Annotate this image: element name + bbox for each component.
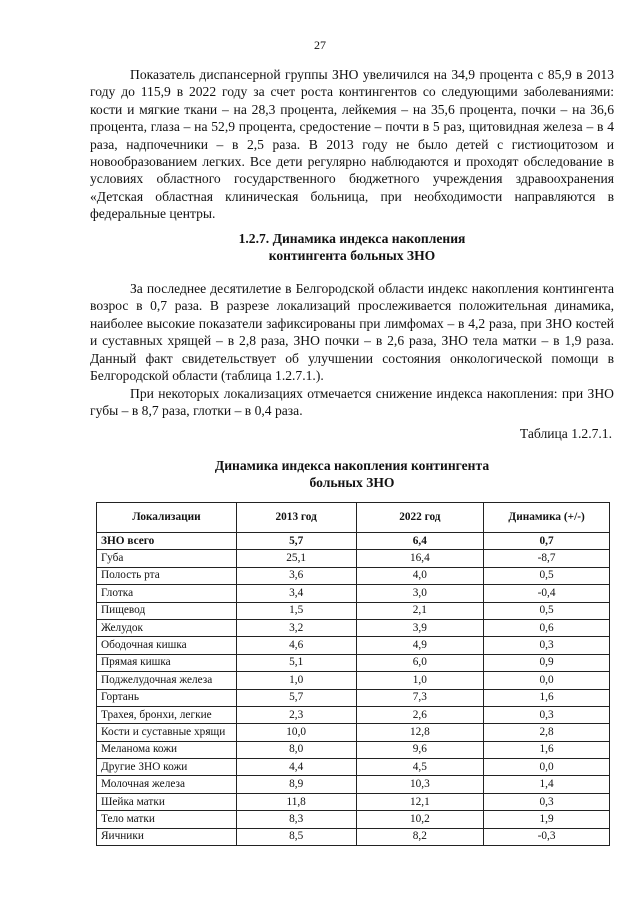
- cell-dynamics: -8,7: [484, 550, 610, 567]
- cell-dynamics: 0,3: [484, 706, 610, 723]
- table-row: [97, 759, 610, 776]
- cell-localization: ЗНО всего: [97, 533, 237, 550]
- table-row-total: [97, 533, 610, 550]
- cell-localization: Гортань: [97, 689, 237, 706]
- cell-2013: 10,0: [236, 724, 356, 741]
- cell-2013: 8,3: [236, 811, 356, 828]
- cell-2022: 16,4: [356, 550, 484, 567]
- paragraph-decrease: При некоторых локализациях отмечается снижение индекса накопления: при ЗНО губы – в 8,7 раза, глотки – в 0,4 раза.: [90, 386, 614, 419]
- paragraph-accumulation-index: За последнее десятилетие в Белгородской области индекс накопления контингента возрос в 0,7 раза. В разрезе локализаций прослеживается положительная динамика, наиболее высокие показатели зафиксированы при лимфомах – в 4,2 раза, при ЗНО костей и суставных хрящей – в 2,8 раза, ЗНО почки – в 2,6 раза, ЗНО тела матки – в 1,9 раза. Данный факт свидетельствует об улучшении состояния онкологической помощи в Белгородской области (таблица 1.2.7.1.).: [90, 281, 614, 384]
- cell-dynamics: -0,3: [484, 828, 610, 845]
- cell-dynamics: 1,4: [484, 776, 610, 793]
- cell-2022: 4,9: [356, 637, 484, 654]
- cell-2013: 3,2: [236, 619, 356, 636]
- cell-2013: 8,9: [236, 776, 356, 793]
- cell-2013: 3,4: [236, 585, 356, 602]
- table-row: [97, 793, 610, 810]
- cell-dynamics: 0,9: [484, 654, 610, 671]
- cell-2022: 8,2: [356, 828, 484, 845]
- table-row: [97, 776, 610, 793]
- table-row: [97, 672, 610, 689]
- table-title-line1: Динамика индекса накопления контингента: [214, 458, 490, 473]
- cell-2013: 11,8: [236, 793, 356, 810]
- table-row: [97, 585, 610, 602]
- cell-dynamics: 0,0: [484, 759, 610, 776]
- cell-dynamics: 0,0: [484, 672, 610, 689]
- table-label: Таблица 1.2.7.1.: [519, 426, 612, 441]
- cell-2013: 5,1: [236, 654, 356, 671]
- table-row: [97, 724, 610, 741]
- header-localization: Локализации: [97, 503, 237, 533]
- cell-2022: 9,6: [356, 741, 484, 758]
- cell-2013: 8,5: [236, 828, 356, 845]
- table-row: [97, 567, 610, 584]
- table-row: [97, 602, 610, 619]
- cell-localization: Тело матки: [97, 811, 237, 828]
- paragraph-dispensary-group: Показатель диспансерной группы ЗНО увеличился на 34,9 процента с 85,9 в 2013 году до 115,9 в 2022 году за счет роста контингентов со следующими заболеваниями: кости и мягкие ткани – на 28,3 процента, лейкемия – на 35,6 процента, почки – на 36,6 процента, глаза – на 52,9 процента, средостение – почти в 5 раз, щитовидная железа – в 4 раза, надпочечники – в 2,5 раза. В 2013 году не было детей с гистиоцитозом и новообразованием легких. Все дети регулярно наблюдаются и проходят обследование в условиях областного государственного бюджетного учреждения здравоохранения «Детская областная клиническая больница, при необходимости направляются в федеральные центры.: [90, 67, 614, 222]
- cell-dynamics: 1,6: [484, 689, 610, 706]
- table-title-line2: больных ЗНО: [309, 475, 395, 490]
- cell-2022: 3,9: [356, 619, 484, 636]
- cell-localization: Полость рта: [97, 567, 237, 584]
- cell-2022: 12,1: [356, 793, 484, 810]
- cell-2022: 3,0: [356, 585, 484, 602]
- section-heading: [90, 230, 614, 264]
- table-row: [97, 654, 610, 671]
- cell-2022: 6,4: [356, 533, 484, 550]
- page-number: 27: [314, 38, 326, 52]
- cell-localization: Ободочная кишка: [97, 637, 237, 654]
- cell-2013: 3,6: [236, 567, 356, 584]
- cell-2013: 4,4: [236, 759, 356, 776]
- table-row: [97, 828, 610, 845]
- header-dynamics: Динамика (+/-): [484, 503, 610, 533]
- cell-localization: Прямая кишка: [97, 654, 237, 671]
- cell-2013: 4,6: [236, 637, 356, 654]
- accumulation-index-table: [96, 502, 610, 846]
- cell-2013: 1,0: [236, 672, 356, 689]
- section-heading-line2: контингента больных ЗНО: [268, 248, 436, 263]
- cell-2022: 2,1: [356, 602, 484, 619]
- cell-dynamics: 2,8: [484, 724, 610, 741]
- cell-2022: 4,0: [356, 567, 484, 584]
- cell-dynamics: 1,6: [484, 741, 610, 758]
- header-2022: 2022 год: [356, 503, 484, 533]
- cell-localization: Другие ЗНО кожи: [97, 759, 237, 776]
- table-row: [97, 811, 610, 828]
- cell-2022: 1,0: [356, 672, 484, 689]
- cell-localization: Шейка матки: [97, 793, 237, 810]
- table-row: [97, 550, 610, 567]
- cell-2022: 10,3: [356, 776, 484, 793]
- cell-2022: 6,0: [356, 654, 484, 671]
- cell-2022: 10,2: [356, 811, 484, 828]
- cell-2013: 25,1: [236, 550, 356, 567]
- table-row: [97, 689, 610, 706]
- cell-dynamics: 0,5: [484, 567, 610, 584]
- cell-2013: 8,0: [236, 741, 356, 758]
- cell-dynamics: 1,9: [484, 811, 610, 828]
- cell-localization: Меланома кожи: [97, 741, 237, 758]
- cell-localization: Поджелудочная железа: [97, 672, 237, 689]
- cell-localization: Губа: [97, 550, 237, 567]
- cell-dynamics: 0,7: [484, 533, 610, 550]
- cell-2013: 2,3: [236, 706, 356, 723]
- cell-2013: 5,7: [236, 533, 356, 550]
- cell-dynamics: 0,3: [484, 793, 610, 810]
- cell-dynamics: 0,3: [484, 637, 610, 654]
- cell-dynamics: -0,4: [484, 585, 610, 602]
- cell-2022: 2,6: [356, 706, 484, 723]
- cell-localization: Пищевод: [97, 602, 237, 619]
- cell-localization: Кости и суставные хрящи: [97, 724, 237, 741]
- table-row: [97, 741, 610, 758]
- cell-2013: 1,5: [236, 602, 356, 619]
- header-2013: 2013 год: [236, 503, 356, 533]
- cell-localization: Глотка: [97, 585, 237, 602]
- table-row: [97, 637, 610, 654]
- cell-2022: 4,5: [356, 759, 484, 776]
- cell-dynamics: 0,6: [484, 619, 610, 636]
- cell-localization: Трахея, бронхи, легкие: [97, 706, 237, 723]
- cell-2013: 5,7: [236, 689, 356, 706]
- cell-2022: 7,3: [356, 689, 484, 706]
- cell-localization: Яичники: [97, 828, 237, 845]
- cell-dynamics: 0,5: [484, 602, 610, 619]
- table-row: [97, 706, 610, 723]
- cell-2022: 12,8: [356, 724, 484, 741]
- table-title: [90, 457, 614, 491]
- cell-localization: Молочная железа: [97, 776, 237, 793]
- table-header-row: [97, 503, 610, 533]
- section-heading-line1: 1.2.7. Динамика индекса накопления: [238, 231, 466, 246]
- cell-localization: Желудок: [97, 619, 237, 636]
- table-row: [97, 619, 610, 636]
